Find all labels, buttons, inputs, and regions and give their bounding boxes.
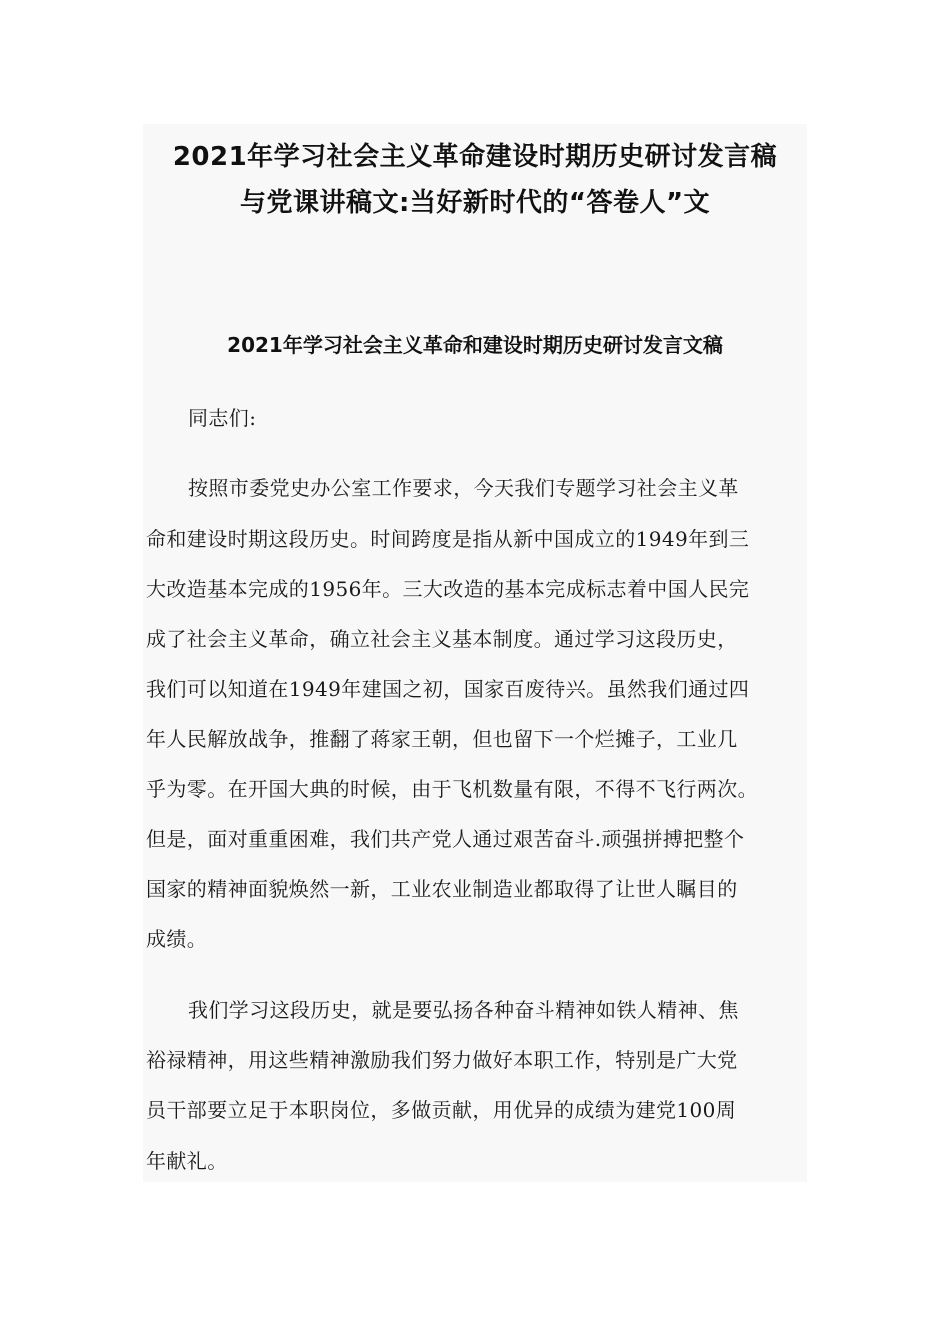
paragraph-2-line: 年献礼。: [146, 1149, 228, 1173]
paragraph-1-line: 命和建设时期这段历史。时间跨度是指从新中国成立的1949年到三: [146, 527, 750, 551]
paragraph-1-line: 乎为零。在开国大典的时候，由于飞机数量有限，不得不飞行两次。: [146, 777, 758, 801]
paragraph-1-line: 但是，面对重重困难，我们共产党人通过艰苦奋斗.顽强拼搏把整个: [146, 827, 745, 851]
paragraph-2-line: 员干部要立足于本职岗位，多做贡献，用优异的成绩为建党100周: [146, 1098, 737, 1122]
paragraph-2-line: 裕禄精神，用这些精神激励我们努力做好本职工作，特别是广大党: [146, 1048, 738, 1072]
paragraph-1-line: 成了社会主义革命，确立社会主义基本制度。通过学习这段历史，: [146, 627, 738, 651]
section-heading: 2021年学习社会主义革命和建设时期历史研讨发言文稿: [227, 333, 723, 357]
document-title: [143, 134, 807, 226]
paragraph-1-line: 年人民解放战争，推翻了蒋家王朝，但也留下一个烂摊子，工业几: [146, 727, 738, 751]
paragraph-1-line: 我们可以知道在1949年建国之初，国家百废待兴。虽然我们通过四: [146, 677, 750, 701]
document-title-line-2: 与党课讲稿文:当好新时代的“答卷人”文: [239, 188, 711, 218]
salutation: 同志们:: [188, 406, 257, 430]
paragraph-1-line: 按照市委党史办公室工作要求，今天我们专题学习社会主义革: [188, 476, 739, 500]
paragraph-2-line: 我们学习这段历史，就是要弘扬各种奋斗精神如铁人精神、焦: [188, 998, 739, 1022]
document-title-line-1: 2021年学习社会主义革命建设时期历史研讨发言稿: [172, 142, 778, 172]
paragraph-1-line: 大改造基本完成的1956年。三大改造的基本完成标志着中国人民完: [146, 577, 750, 601]
paragraph-1-line: 成绩。: [146, 927, 208, 951]
paragraph-1-line: 国家的精神面貌焕然一新，工业农业制造业都取得了让世人瞩目的: [146, 877, 738, 901]
